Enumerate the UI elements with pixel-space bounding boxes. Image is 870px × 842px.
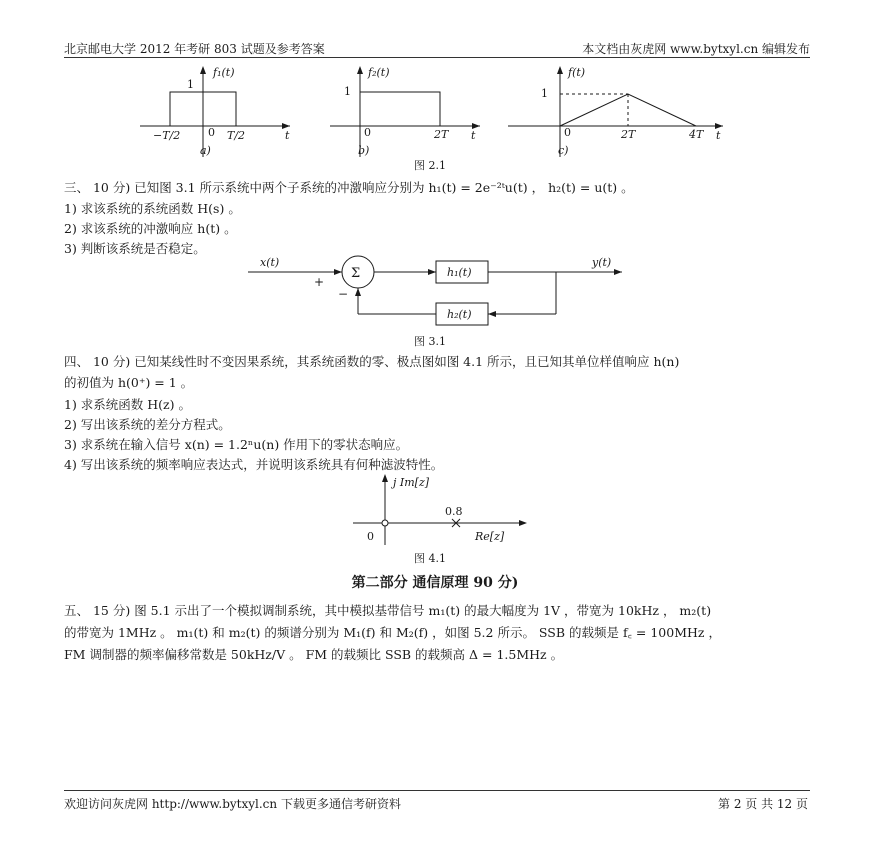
fig41-pole-value: 0.8 <box>445 505 463 518</box>
fig31-sum: Σ <box>351 266 361 281</box>
page-number: 第 2 页 共 12 页 <box>718 797 808 811</box>
fig21c-zero: 0 <box>564 126 571 139</box>
fig21c-sub: c) <box>558 144 569 157</box>
q5-line-3: FM 调制器的频率偏移常数是 50kHz/V 。 FM 的载频比 SSB 的载频高 Δ = 1.5MHz 。 <box>64 647 564 662</box>
figure-3-1-block-diagram <box>240 252 620 332</box>
fig21b-sub: b) <box>358 144 370 157</box>
q3-item-2: 2) 求该系统的冲激响应 h(t) 。 <box>64 221 237 236</box>
q4-title-cont: 的初值为 h(0⁺) = 1 。 <box>64 375 194 390</box>
fig31-minus: − <box>338 287 349 301</box>
footer-rule <box>64 790 810 791</box>
fig21b-zero: 0 <box>364 126 371 139</box>
q3-item-3: 3) 判断该系统是否稳定。 <box>64 241 206 256</box>
q3-item-1: 1) 求该系统的系统函数 H(s) 。 <box>64 201 241 216</box>
q4-item-3: 3) 求系统在输入信号 x(n) = 1.2ⁿu(n) 作用下的零状态响应。 <box>64 437 409 452</box>
fig31-plus: + <box>314 275 325 289</box>
part2-title: 第二部分 通信原理 90 分) <box>351 575 519 591</box>
fig41-xaxis: Re[z] <box>475 530 505 543</box>
fig31-input: x(t) <box>260 256 280 269</box>
header-right: 本文档由灰虎网 www.bytxyl.cn 编辑发布 <box>582 42 810 56</box>
fig21a-one: 1 <box>187 78 194 91</box>
q3-title: 三、 10 分) 已知图 3.1 所示系统中两个子系统的冲激响应分别为 h₁(t) = 2e⁻²ᵗu(t) ， h₂(t) = u(t) 。 <box>64 180 634 195</box>
fig21b-t: t <box>471 129 476 142</box>
fig31-h1: h₁(t) <box>447 266 472 279</box>
q4-item-1: 1) 求系统函数 H(z) 。 <box>64 397 191 412</box>
fig21c-mid: 2T <box>621 128 636 141</box>
fig21c-one: 1 <box>541 87 548 100</box>
header-left: 北京邮电大学 2012 年考研 803 试题及参考答案 <box>64 42 325 56</box>
fig21b-ylabel: f₂(t) <box>368 66 390 79</box>
fig41-yaxis: j Im[z] <box>393 476 430 489</box>
fig21b-pos: 2T <box>434 128 449 141</box>
fig21a-sub: a) <box>200 144 211 157</box>
fig31-output: y(t) <box>592 256 612 269</box>
fig41-zero: 0 <box>367 530 374 543</box>
q4-item-4: 4) 写出该系统的频率响应表达式，并说明该系统具有何种滤波特性。 <box>64 457 444 472</box>
fig21a-t: t <box>285 129 290 142</box>
header-rule <box>64 57 810 58</box>
q4-title: 四、 10 分) 已知某线性时不变因果系统，其系统函数的零、极点图如图 4.1 所示，且已知其单位样值响应 h(n) <box>64 354 680 369</box>
q5-line-2: 的带宽为 1MHz 。 m₁(t) 和 m₂(t) 的频谱分别为 M₁(f) 和 M₂(f) ，如图 5.2 所示。 SSB 的载频是 f꜀ = 100MHz ， <box>64 625 721 640</box>
fig21a-ylabel: f₁(t) <box>213 66 235 79</box>
fig21a-pos: T/2 <box>227 129 246 142</box>
fig31-h2: h₂(t) <box>447 308 472 321</box>
q5-line-1: 五、 15 分) 图 5.1 示出了一个模拟调制系统，其中模拟基带信号 m₁(t) 的最大幅度为 1V ，带宽为 10kHz ， m₂(t) <box>64 603 712 618</box>
fig21a-neg: −T/2 <box>153 129 181 142</box>
figure-4-1-pole-zero <box>345 470 535 550</box>
fig21c-t: t <box>716 129 721 142</box>
fig21c-end: 4T <box>689 128 704 141</box>
fig21a-zero: 0 <box>208 126 215 139</box>
fig31-caption: 图 3.1 <box>414 335 446 348</box>
fig21-caption: 图 2.1 <box>414 159 446 172</box>
fig41-caption: 图 4.1 <box>414 552 446 565</box>
q4-item-2: 2) 写出该系统的差分方程式。 <box>64 417 231 432</box>
fig21c-ylabel: f(t) <box>568 66 586 79</box>
figure-2-1a <box>130 62 300 162</box>
figure-2-1c <box>508 62 738 162</box>
footer-left: 欢迎访问灰虎网 http://www.bytxyl.cn 下载更多通信考研资料 <box>64 797 401 811</box>
fig21b-one: 1 <box>344 85 351 98</box>
figure-2-1b <box>330 62 490 162</box>
